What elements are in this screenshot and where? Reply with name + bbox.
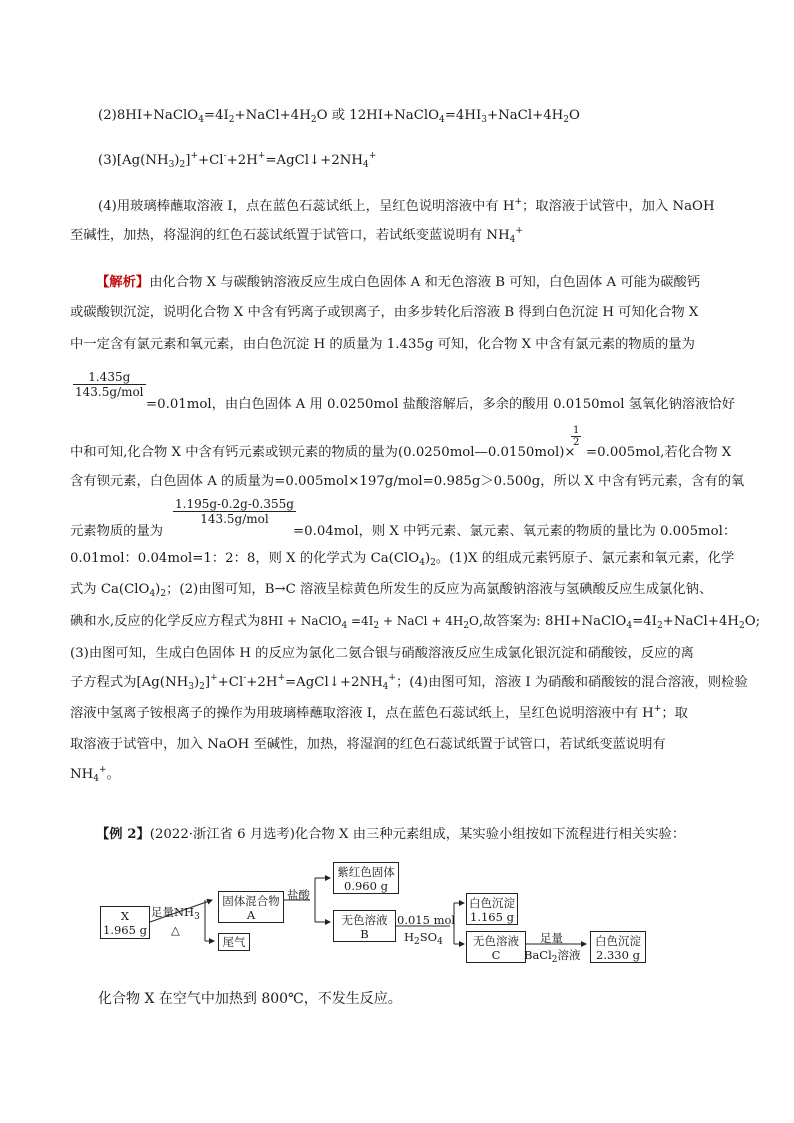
analysis-line9: 式为 $Ca(ClO_4)_2$；(2)由图可知，B→C 溶液呈棕黄色所发生的反应为高氯酸钠溶液与氢碘酸反应生成氯化钠、 — [70, 582, 713, 599]
reagent-hcl: 盐酸 — [287, 888, 310, 902]
heat-symbol: △ — [171, 923, 180, 937]
analysis-line10: 碘和水,反应的化学反应方程式为8HI + NaClO$_4$ $=4I_2$ + NaCl + $4H_2O$,故答案为: $8HI+NaClO_4=4I_2+NaCl+4H_2O$; — [70, 614, 761, 631]
box-white-precipitate-2: 白色沉淀 2.330 g — [590, 931, 646, 963]
analysis-line11: (3)由图可知，生成白色固体 H 的反应为氯化二氨合银与硝酸溶液反应生成氯化银沉淀和硝酸铵，反应的离 — [70, 646, 694, 661]
analysis-line1: 【解析】由化合物 X 与碳酸钠溶液反应生成白色固体 A 和无色溶液 B 可知，白色固体 A 可能为碳酸钙 — [96, 275, 701, 290]
footer-note: 化合物 X 在空气中加热到 800℃，不发生反应。 — [98, 991, 402, 1007]
analysis-line8: 0.01mol：0.04mol=1：2：8，则 X 的化学式为 $Ca(ClO_4)_2$。(1)X 的组成元素钙原子、氯元素和氧元素，化学 — [70, 551, 735, 568]
analysis-line14: 取溶液于试管中，加入 NaOH 至碱性，加热，将湿润的红色石蕊试纸置于试管口，若试纸变蓝说明有 — [70, 737, 666, 752]
reagent-excess: 足量 — [540, 931, 563, 945]
h2so4-amount: 0.015 mol — [397, 913, 456, 927]
analysis-line15: $NH_4^+$。 — [70, 765, 120, 784]
analysis-line7a: 元素物质的量为 — [70, 524, 164, 539]
answer-3: $(3)[Ag(NH_3)_2]^++Cl^-+2H^+=AgCl↓+2NH_4^+$ — [98, 151, 377, 170]
box-x: X 1.965 g — [100, 906, 150, 939]
analysis-line12: 子方程式为$[Ag(NH_3)_2]^++Cl^-+2H^+=AgCl↓+2NH_4^+$；(4)由图可知，溶液 I 为硝酸和硝酸铵的混合溶液，则检验 — [70, 673, 748, 692]
reagent-bacl2: BaCl$_2$溶液 — [524, 948, 581, 965]
analysis-line5a: 中和可知,化合物 X 中含有钙元素或钡元素的物质的量为(0.0250mol—0.0150mol)× — [70, 445, 576, 460]
answer-4-line1: (4)用玻璃棒蘸取溶液 I，点在蓝色石蕊试纸上，呈红色说明溶液中有 H+；取溶液于试管中，加入 NaOH — [98, 197, 715, 214]
fraction-half: $\frac{1}{2}$ — [573, 425, 580, 448]
fraction-numerator: 1.435g — [88, 370, 131, 384]
answer-2: $(2)8HI+NaClO_4=4I_2+NaCl+4H_2O$ 或 $12HI+NaClO_4=4HI_3+NaCl+4H_2O$ — [98, 108, 580, 125]
fraction-denominator: 143.5g/mol — [75, 385, 144, 399]
fraction-oxygen: 1.195g-0.2g-0.355g 143.5g/mol — [175, 497, 294, 526]
analysis-line2: 或碳酸钡沉淀，说明化合物 X 中含有钙离子或钡离子，由多步转化后溶液 B 得到白色沉淀 H 可知化合物 X — [70, 305, 699, 320]
box-b: 无色溶液 B — [333, 910, 396, 942]
answer-4-line2: 至碱性，加热，将湿润的红色石蕊试纸置于试管口，若试纸变蓝说明有 $NH_4^+$ — [70, 226, 523, 245]
analysis-line5b: =0.005mol,若化合物 X — [586, 445, 732, 460]
box-white-precipitate-1: 白色沉淀 1.165 g — [466, 893, 518, 925]
box-gas: 尾气 — [218, 933, 250, 951]
analysis-line7b: =0.04mol，则 X 中钙元素、氯元素、氧元素的物质的量比为 0.005mol： — [293, 524, 737, 539]
reagent-h2so4: $H_2SO_4$ — [404, 930, 443, 947]
analysis-tag: 【解析】 — [96, 275, 150, 290]
analysis-line6: 含有钡元素，白色固体 A 的质量为=0.005mol×197g/mol=0.985g＞0.500g，所以 X 中含有钙元素，含有的氧 — [70, 474, 745, 489]
example-heading: 【例 2】(2022·浙江省 6 月选考)化合物 X 由三种元素组成，某实验小组按如下流程进行相关实验： — [96, 827, 686, 842]
analysis-line3: 中一定含有氯元素和氧元素，由白色沉淀 H 的质量为 1.435g 可知，化合物 X 中含有氯元素的物质的量为 — [70, 337, 695, 352]
analysis-line13: 溶液中氢离子铵根离子的操作为用玻璃棒蘸取溶液 I，点在蓝色石蕊试纸上，呈红色说明溶液中有 H+；取 — [70, 704, 688, 721]
reagent-nh3: 足量$NH_3$ — [151, 905, 200, 922]
analysis-line4: =0.01mol，由白色固体 A 用 0.0250mol 盐酸溶解后，多余的酸用 0.0150mol 氢氧化钠溶液恰好 — [146, 397, 736, 412]
box-a: 固体混合物 A — [218, 891, 284, 923]
box-c: 无色溶液 C — [466, 931, 526, 963]
box-purple-solid: 紫红色固体 0.960 g — [333, 862, 399, 894]
